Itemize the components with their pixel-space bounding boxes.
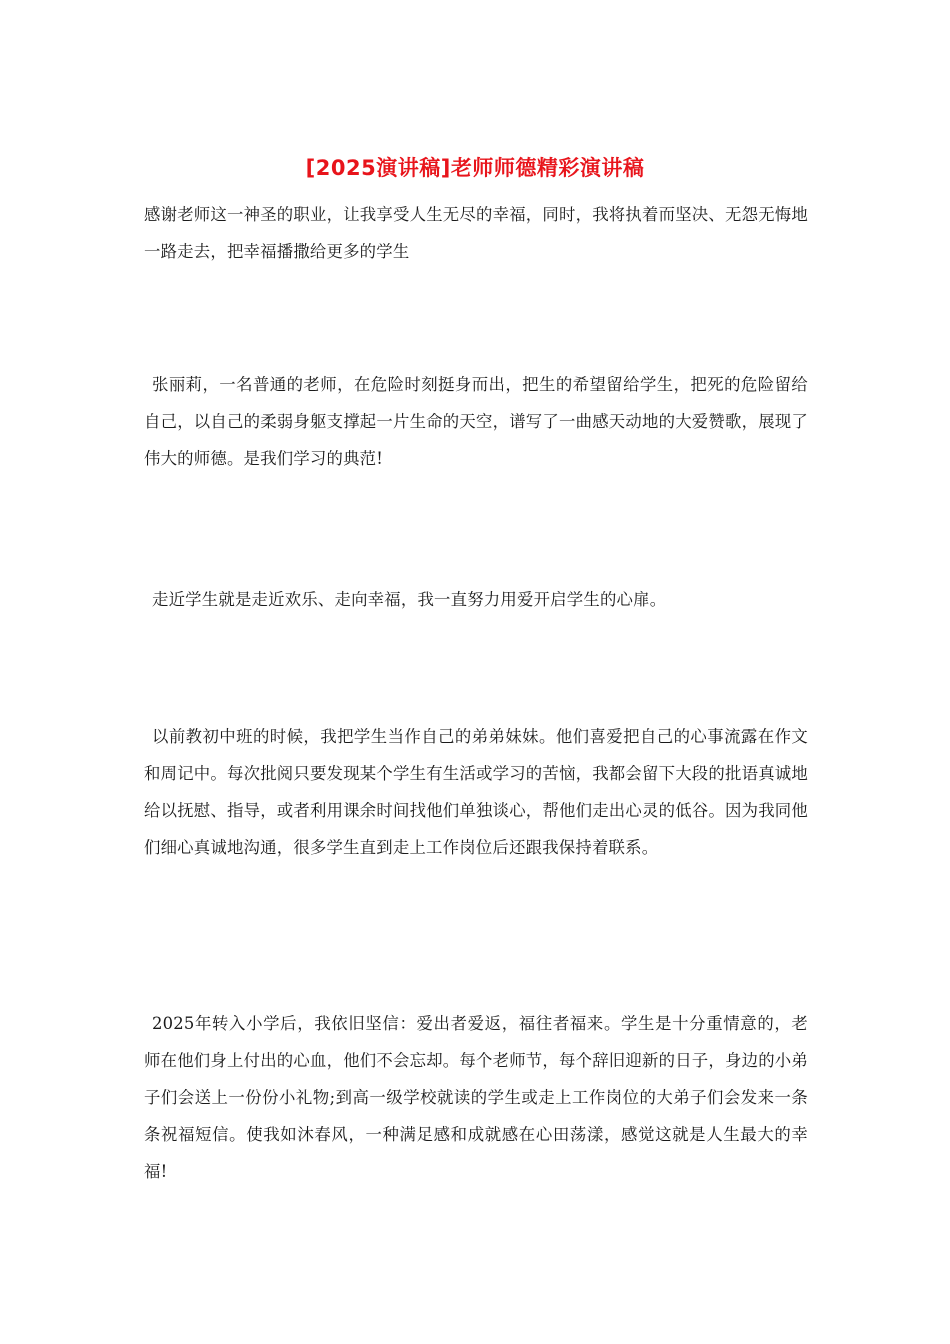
paragraph-2: 张丽莉，一名普通的老师，在危险时刻挺身而出，把生的希望留给学生，把死的危险留给自己，以自己的柔弱身躯支撑起一片生命的天空，谱写了一曲感天动地的大爱赞歌，展现了伟大的师德。是我们学习的典范!	[144, 375, 808, 468]
paragraph-5: 2025年转入小学后，我依旧坚信：爱出者爱返，福往者福来。学生是十分重情意的，老师在他们身上付出的心血，他们不会忘却。每个老师节，每个辞旧迎新的日子，身边的小弟子们会送上一份份小礼物;到高一级学校就读的学生或走上工作岗位的大弟子们会发来一条条祝福短信。使我如沐春风，一种满足感和成就感在心田荡漾，感觉这就是人生最大的幸福!	[144, 1014, 808, 1181]
document-title: [2025演讲稿]老师师德精彩演讲稿	[305, 156, 645, 180]
paragraph-1: 感谢老师这一神圣的职业，让我享受人生无尽的幸福，同时，我将执着而坚决、无怨无悔地一路走去，把幸福播撒给更多的学生	[144, 205, 808, 261]
paragraph-4: 以前教初中班的时候，我把学生当作自己的弟弟妹妹。他们喜爱把自己的心事流露在作文和周记中。每次批阅只要发现某个学生有生活或学习的苦恼，我都会留下大段的批语真诚地给以抚慰、指导，或者利用课余时间找他们单独谈心，帮他们走出心灵的低谷。因为我同他们细心真诚地沟通，很多学生直到走上工作岗位后还跟我保持着联系。	[144, 727, 808, 857]
paragraph-3: 走近学生就是走近欢乐、走向幸福，我一直努力用爱开启学生的心扉。	[152, 590, 667, 609]
